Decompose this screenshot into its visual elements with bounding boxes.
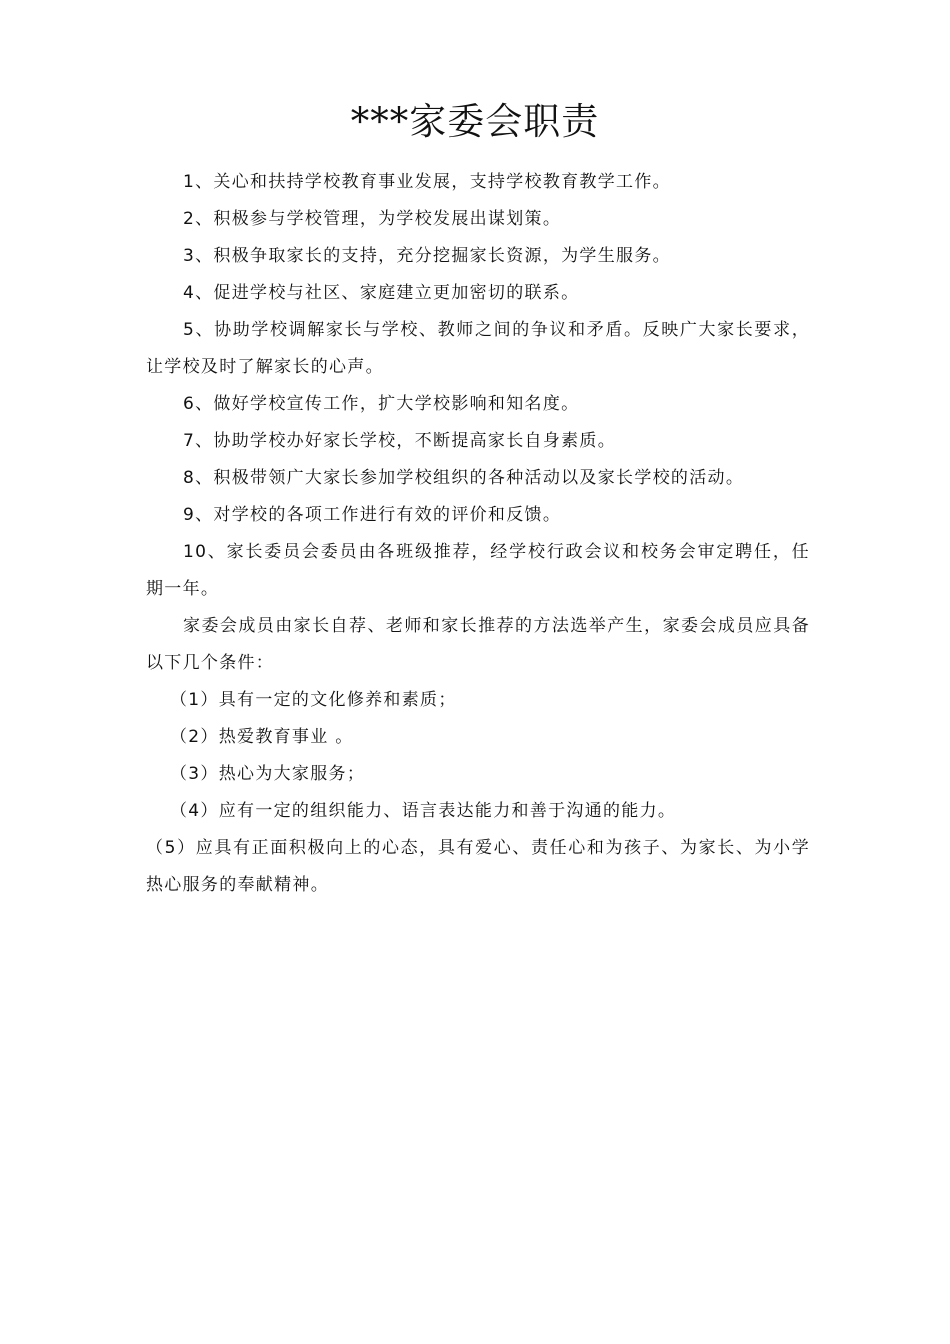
duty-item-2: 2、积极参与学校管理，为学校发展出谋划策。: [183, 209, 562, 229]
condition-item-3: （3）热心为大家服务；: [170, 764, 366, 784]
duty-item-4: 4、促进学校与社区、家庭建立更加密切的联系。: [183, 283, 580, 303]
condition-item-4: （4）应有一定的组织能力、语言表达能力和善于沟通的能力。: [170, 801, 677, 821]
duty-item-3: 3、积极争取家长的支持，充分挖掘家长资源，为学生服务。: [183, 246, 671, 266]
condition-item-1: （1）具有一定的文化修养和素质；: [170, 690, 457, 710]
duty-item-1: 1、关心和扶持学校教育事业发展，支持学校教育教学工作。: [183, 172, 671, 192]
duty-item-8: 8、积极带领广大家长参加学校组织的各种活动以及家长学校的活动。: [183, 468, 745, 488]
membership-intro: 家委会成员由家长自荐、老师和家长推荐的方法选举产生，家委会成员应具备以下几个条件：: [146, 616, 810, 673]
document-title: ***家委会职责: [350, 100, 600, 143]
duty-item-5: 5、协助学校调解家长与学校、教师之间的争议和矛盾。反映广大家长要求，让学校及时了解家长的心声。: [146, 320, 810, 377]
condition-item-2: （2）热爱教育事业 。: [170, 727, 354, 747]
duty-item-7: 7、协助学校办好家长学校，不断提高家长自身素质。: [183, 431, 617, 451]
duty-item-9: 9、对学校的各项工作进行有效的评价和反馈。: [183, 505, 562, 525]
duty-item-10: 10、家长委员会委员由各班级推荐，经学校行政会议和校务会审定聘任，任期一年。: [146, 542, 810, 599]
duty-item-6: 6、做好学校宣传工作，扩大学校影响和知名度。: [183, 394, 580, 414]
condition-item-5: （5）应具有正面积极向上的心态，具有爱心、责任心和为孩子、为家长、为小学热心服务的奉献精神。: [146, 838, 810, 895]
document-body: [146, 164, 810, 904]
